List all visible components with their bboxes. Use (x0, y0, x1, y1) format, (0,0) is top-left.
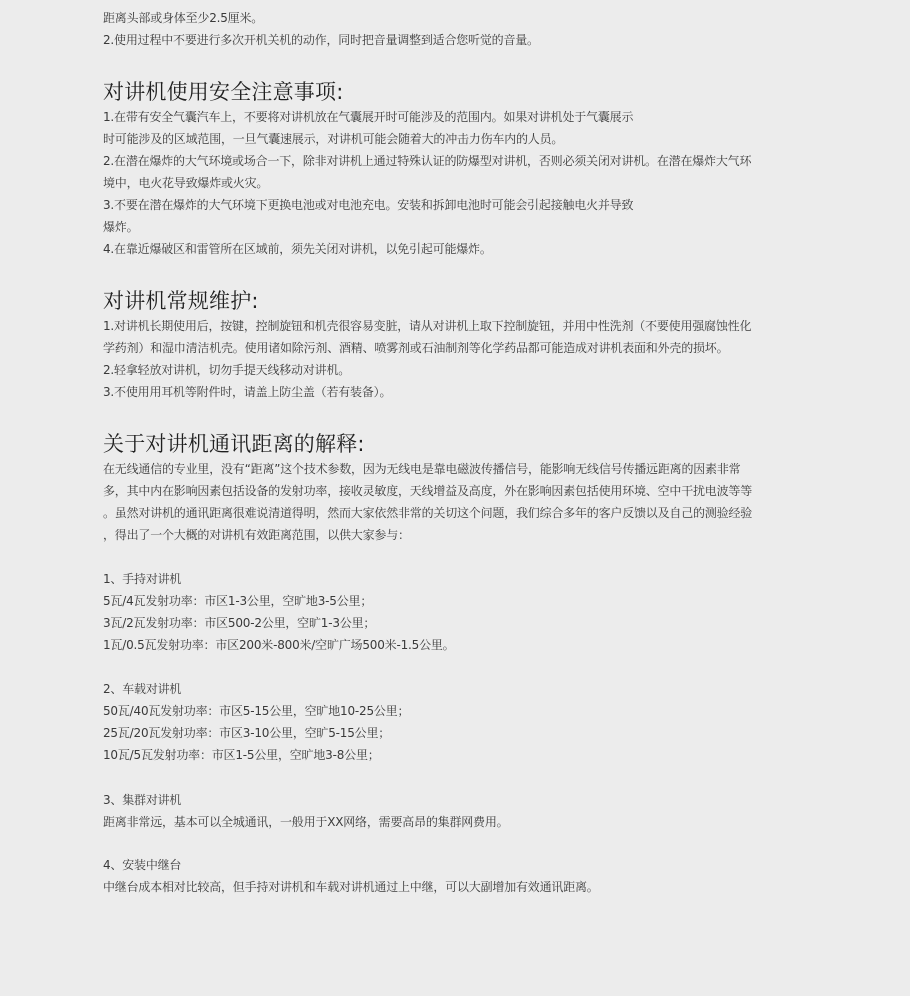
distance-intro-line: 。虽然对讲机的通讯距离很难说清道得明，然而大家依然非常的关切这个问题，我们综合多年的客户反馈以及自己的测验经验 (103, 506, 753, 520)
vehicle-line: 10瓦/5瓦发射功率：市区1-5公里，空旷地3-8公里； (103, 748, 380, 762)
trunked-title: 3、集群对讲机 (103, 793, 182, 807)
intro-line-1: 距离头部或身体至少2.5厘米。 (103, 11, 264, 25)
repeater-line: 中继台成本相对比较高，但手持对讲机和车载对讲机通过上中继，可以大副增加有效通讯距离。 (103, 880, 599, 894)
intro-line-2: 2.使用过程中不要进行多次开机关机的动作，同时把音量调整到适合您听觉的音量。 (103, 33, 539, 47)
distance-intro-line: 多，其中内在影响因素包括设备的发射功率，接收灵敏度，天线增益及高度，外在影响因素包括使用环境、空中干扰电波等等 (103, 484, 753, 498)
handheld-line: 1瓦/0.5瓦发射功率：市区200米-800米/空旷广场500米-1.5公里。 (103, 638, 455, 652)
safety-line: 3.不要在潜在爆炸的大气环境下更换电池或对电池充电。安装和拆卸电池时可能会引起接触电火并导致 (103, 198, 634, 212)
maintenance-line: 3.不使用用耳机等附件时，请盖上防尘盖（若有装备）。 (103, 385, 392, 399)
repeater-title: 4、安装中继台 (103, 858, 182, 872)
distance-intro-line: 在无线通信的专业里，没有“距离”这个技术参数，因为无线电是靠电磁波传播信号，能影响无线信号传播远距离的因素非常 (103, 462, 741, 476)
safety-line: 时可能涉及的区域范围，一旦气囊速展示，对讲机可能会随着大的冲击力伤车内的人员。 (103, 132, 564, 146)
safety-line: 2.在潜在爆炸的大气环境或场合一下，除非对讲机上通过特殊认证的防爆型对讲机，否则必须关闭对讲机。在潜在爆炸大气环 (103, 154, 752, 168)
distance-intro-line: ，得出了一个大概的对讲机有效距离范围，以供大家参与： (103, 528, 410, 542)
maintenance-line: 2.轻拿轻放对讲机，切勿手提天线移动对讲机。 (103, 363, 351, 377)
safety-heading: 对讲机使用安全注意事项: (103, 80, 344, 104)
vehicle-line: 50瓦/40瓦发射功率：市区5-15公里，空旷地10-25公里； (103, 704, 410, 718)
safety-line: 4.在靠近爆破区和雷管所在区域前，须先关闭对讲机，以免引起可能爆炸。 (103, 242, 492, 256)
handheld-line: 3瓦/2瓦发射功率：市区500-2公里，空旷1-3公里； (103, 616, 376, 630)
handheld-line: 5瓦/4瓦发射功率：市区1-3公里，空旷地3-5公里； (103, 594, 373, 608)
maintenance-heading: 对讲机常规维护: (103, 289, 259, 313)
trunked-line: 距离非常远，基本可以全城通讯，一般用于XX网络，需要高昂的集群网费用。 (103, 815, 509, 829)
vehicle-line: 25瓦/20瓦发射功率：市区3-10公里，空旷5-15公里； (103, 726, 391, 740)
safety-line: 1.在带有安全气囊汽车上，不要将对讲机放在气囊展开时可能涉及的范围内。如果对讲机处于气囊展示 (103, 110, 634, 124)
safety-line: 爆炸。 (103, 220, 139, 234)
maintenance-line: 学药剂）和湿巾清洁机壳。使用诸如除污剂、酒精、喷雾剂或石油制剂等化学药品都可能造成对讲机表面和外壳的损坏。 (103, 341, 729, 355)
safety-line: 境中，电火花导致爆炸或火灾。 (103, 176, 269, 190)
distance-heading: 关于对讲机通讯距离的解释: (103, 432, 365, 456)
handheld-title: 1、手持对讲机 (103, 572, 182, 586)
vehicle-title: 2、车载对讲机 (103, 682, 182, 696)
maintenance-line: 1.对讲机长期使用后，按键，控制旋钮和机壳很容易变脏，请从对讲机上取下控制旋钮，并用中性洗剂（不要使用强腐蚀性化 (103, 319, 752, 333)
